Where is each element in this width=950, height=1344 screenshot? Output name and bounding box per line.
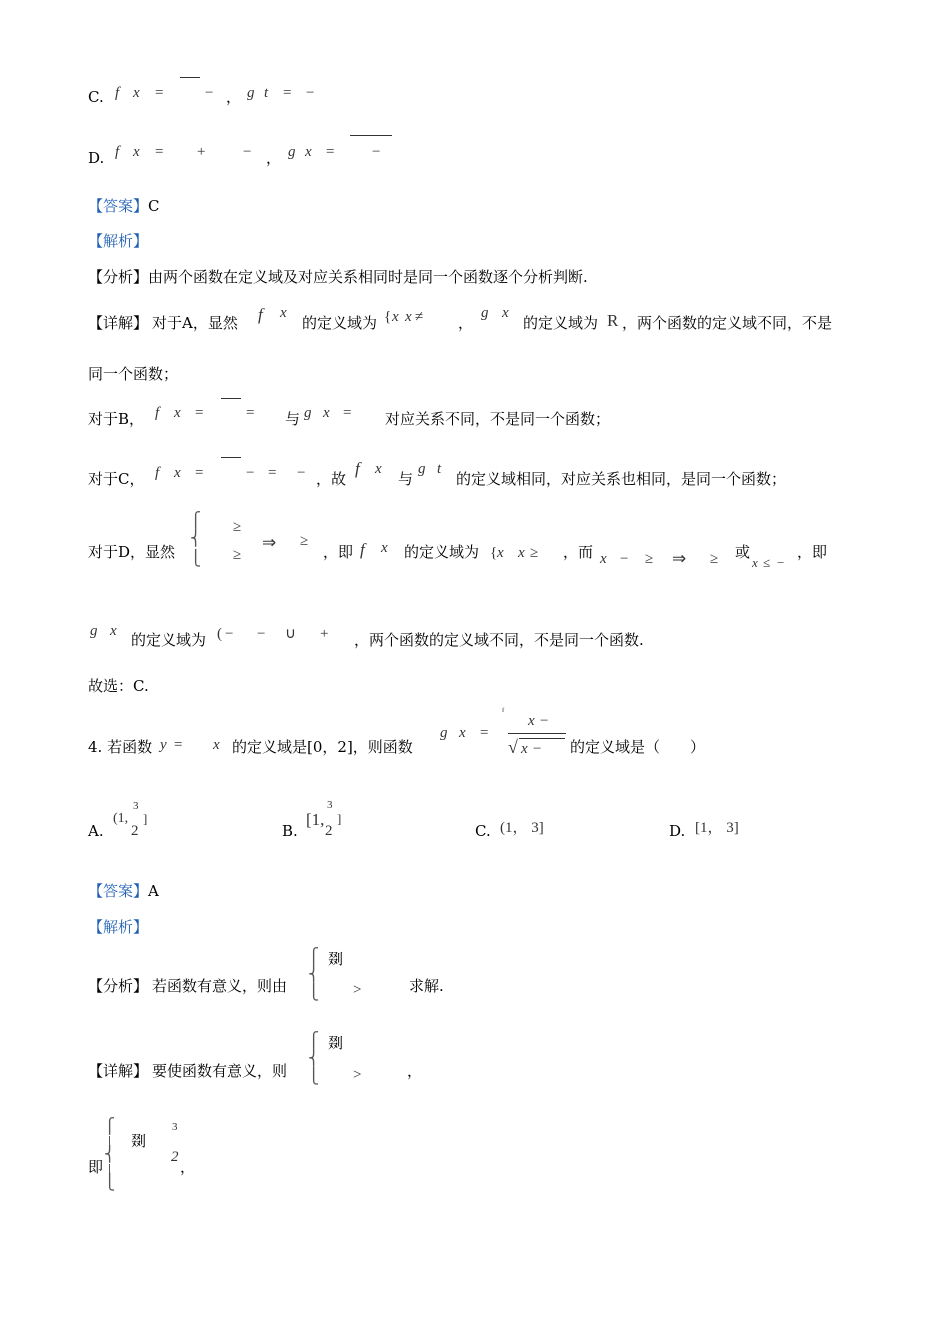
- answer-value: C: [148, 197, 160, 215]
- math-x: x: [305, 144, 312, 160]
- math-g: g: [247, 85, 255, 101]
- frac-den: 2: [325, 823, 333, 839]
- answer-tag: 【答案】: [88, 197, 149, 215]
- option-value: (1， 3]: [500, 820, 544, 836]
- set-brace: {: [490, 545, 498, 561]
- math-x: x: [174, 405, 181, 421]
- math-f: f: [115, 85, 120, 101]
- fenxi-prefix: 若函数有意义，则由: [152, 977, 288, 995]
- sqrt-sign: √: [508, 737, 518, 757]
- detail-d-tail: ，两个函数的定义域不同，不是同一个函数.: [354, 631, 644, 649]
- math-ge: ≥: [233, 519, 242, 535]
- math-gt: >: [353, 1067, 362, 1083]
- math-R: R: [607, 311, 619, 330]
- math-gt: >: [353, 982, 362, 998]
- math-ge: ≥: [300, 533, 309, 549]
- math-x: x: [392, 309, 399, 325]
- math-x: x: [459, 725, 466, 741]
- option-label: D.: [88, 149, 105, 167]
- interval-close: ]: [143, 811, 148, 826]
- math-x: x: [752, 555, 758, 570]
- math-x: x: [518, 545, 525, 561]
- math-minus: −: [533, 741, 542, 757]
- math-x: x: [528, 713, 535, 729]
- answer-line: [88, 884, 159, 899]
- answer-tag: 【答案】: [88, 882, 149, 900]
- math-eq: =: [343, 405, 352, 421]
- stem-mid: 的定义域是[0，2]，则函数: [232, 738, 413, 756]
- math-f: f: [155, 405, 160, 421]
- math-x: x: [497, 545, 504, 561]
- math-x: x: [323, 405, 330, 421]
- math-eq: =: [326, 144, 335, 160]
- frac-num: 3: [327, 799, 333, 811]
- math-g: g: [418, 461, 426, 477]
- math-eq: =: [174, 737, 183, 753]
- math-f: f: [258, 305, 263, 324]
- conclusion: 故选：C.: [88, 677, 149, 695]
- fraction-bar: [221, 398, 241, 399]
- math-minus: −: [540, 713, 549, 729]
- answer-value: A: [148, 882, 159, 900]
- comma: ，: [458, 314, 474, 332]
- word-or: 或: [735, 543, 751, 561]
- math-x: x: [375, 461, 382, 477]
- detail-b-tail: 对应关系不同，不是同一个函数；: [385, 410, 611, 428]
- math-f: f: [360, 540, 365, 559]
- detail-tag: 【详解】: [88, 314, 149, 332]
- math-eq: =: [195, 405, 204, 421]
- math-x: x: [133, 144, 140, 160]
- option-label: D.: [669, 822, 686, 840]
- comma: ，: [266, 149, 282, 167]
- math-ge: ≥: [530, 545, 539, 561]
- frac-den: 2: [171, 1149, 179, 1165]
- math-x: x: [502, 305, 509, 321]
- fraction-bar: [180, 77, 200, 78]
- math-f: f: [155, 465, 160, 481]
- detail-d-prefix: 对于D，显然: [88, 543, 176, 561]
- system-top: 剟: [131, 1132, 147, 1150]
- math-x: x: [521, 741, 528, 757]
- detail-suffix: ，: [407, 1062, 423, 1080]
- math-plus: +: [320, 626, 329, 642]
- math-x: x: [381, 540, 388, 556]
- word-with: 与: [285, 410, 301, 428]
- detail-b-prefix: 对于B，: [88, 410, 145, 428]
- fraction-bar: [221, 457, 241, 458]
- analysis-tag: 【解析】: [88, 918, 149, 936]
- math-f: f: [115, 144, 120, 160]
- detail-c-tail: 的定义域相同，对应关系也相同，是同一个函数；: [456, 470, 787, 488]
- math-minus: −: [205, 85, 214, 101]
- frac-num: 3: [133, 800, 139, 812]
- math-minus: −: [372, 144, 381, 160]
- math-t: t: [264, 85, 269, 101]
- math-implies: ⇒: [672, 549, 687, 568]
- frac-den: 2: [131, 823, 139, 839]
- math-minus: −: [225, 626, 234, 642]
- comma: ，: [226, 88, 242, 106]
- option-label: C.: [88, 88, 104, 106]
- option-label: B.: [282, 822, 298, 840]
- interval-open: (1,: [113, 811, 129, 826]
- math-g: g: [90, 623, 98, 639]
- answer-line: [88, 199, 160, 214]
- math-eq: =: [246, 405, 255, 421]
- fenxi-text: 由两个函数在定义域及对应关系相同时是同一个函数逐个分析判断.: [148, 268, 588, 286]
- math-minus: −: [257, 626, 266, 642]
- math-x: x: [405, 309, 412, 325]
- domain-label: 的定义域为: [523, 314, 599, 332]
- sqrt-bar: [350, 135, 392, 136]
- math-implies: ⇒: [262, 533, 277, 552]
- set-brace: {: [384, 309, 392, 325]
- math-x: x: [133, 85, 140, 101]
- word-with: 与: [398, 470, 414, 488]
- math-g: g: [440, 725, 448, 741]
- math-x: x: [174, 465, 181, 481]
- math-cup: ∪: [285, 626, 296, 642]
- interval-open: [1,: [306, 810, 325, 829]
- option-value: [1， 3]: [695, 820, 739, 836]
- math-t: t: [437, 461, 442, 477]
- math-ge: ≥: [233, 547, 242, 563]
- frac-num: 3: [172, 1121, 178, 1133]
- math-g: g: [288, 144, 296, 160]
- math-ge: ≥: [710, 551, 719, 567]
- math-eq: =: [268, 465, 277, 481]
- detail-a-prefix: 对于A，显然: [152, 314, 238, 332]
- domain-label: 的定义域为: [404, 543, 480, 561]
- math-eq: =: [155, 144, 164, 160]
- math-x: x: [280, 305, 287, 321]
- math-minus: −: [243, 144, 252, 160]
- fenxi-suffix: 求解.: [409, 977, 444, 995]
- system-top: 剟: [328, 950, 344, 968]
- fraction-bar: [508, 733, 566, 734]
- math-paren: (: [217, 626, 222, 642]
- detail-a-line2: 同一个函数；: [88, 365, 179, 383]
- word-gu: ，故: [316, 470, 347, 488]
- sqrt-bar: [519, 738, 565, 739]
- math-ge: ≥: [645, 551, 654, 567]
- math-plus: +: [197, 144, 206, 160]
- math-minus: −: [306, 85, 315, 101]
- domain-label: 的定义域为: [302, 314, 378, 332]
- stem-prefix: 4. 若函数: [88, 738, 153, 756]
- option-label: C.: [475, 822, 491, 840]
- detail-a-tail: ，两个函数的定义域不同，不是: [622, 314, 833, 332]
- detail-c-prefix: 对于C，: [88, 470, 145, 488]
- detail-tag: 【详解】: [88, 1062, 149, 1080]
- stem-tail: 的定义域是（ ）: [570, 738, 706, 756]
- math-x: x: [213, 737, 220, 753]
- math-minus: −: [620, 551, 629, 567]
- math-le: ≤: [763, 555, 771, 570]
- math-y: y: [160, 737, 167, 753]
- math-minus: −: [246, 465, 255, 481]
- domain-label: 的定义域为: [131, 631, 207, 649]
- word-ji: 即: [88, 1158, 104, 1176]
- math-minus: −: [297, 465, 306, 481]
- fenxi-tag: 【分析】: [88, 977, 149, 995]
- math-eq: =: [283, 85, 292, 101]
- fenxi-line: [88, 270, 588, 285]
- math-g: g: [481, 305, 489, 321]
- math-f: f: [355, 459, 360, 478]
- detail-prefix: 要使函数有意义，则: [152, 1062, 288, 1080]
- option-label: A.: [88, 822, 104, 840]
- analysis-tag: 【解析】: [88, 232, 149, 250]
- math-x: x: [600, 551, 607, 567]
- word-er: ，而: [563, 543, 594, 561]
- comma: ，: [180, 1158, 196, 1176]
- system-top: 剟: [328, 1034, 344, 1052]
- math-neq: ≠: [415, 309, 424, 325]
- math-log-mark: ᶠ: [502, 706, 505, 718]
- fenxi-tag: 【分析】: [88, 268, 149, 286]
- word-ji: ，即: [323, 543, 354, 561]
- math-x: x: [110, 623, 117, 639]
- math-g: g: [304, 405, 312, 421]
- interval-close: ]: [337, 811, 342, 826]
- word-ji: ，即: [797, 543, 828, 561]
- math-eq: =: [155, 85, 164, 101]
- math-eq: =: [480, 725, 489, 741]
- math-eq: =: [195, 465, 204, 481]
- math-minus: −: [777, 555, 785, 570]
